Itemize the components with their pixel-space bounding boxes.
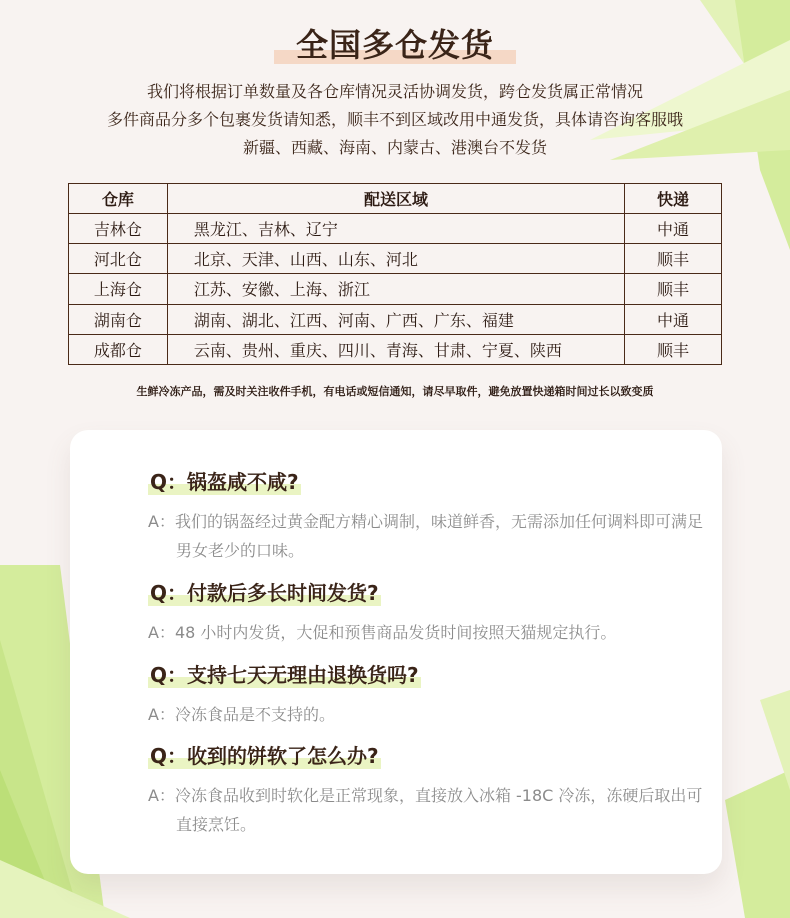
intro-line: 我们将根据订单数量及各仓库情况灵活协调发货，跨仓发货属正常情况	[146, 82, 643, 101]
faq-answer: A：冷冻食品收到时软化是正常现象，直接放入冰箱 -18C 冷冻，冻硬后取出可直接烹饪。	[148, 786, 703, 834]
table-row	[69, 274, 722, 304]
table-row	[69, 214, 722, 244]
intro-line: 多件商品分多个包裹发货请知悉，顺丰不到区域改用中通发货，具体请咨询客服哦	[106, 110, 683, 129]
area-cell: 北京、天津、山西、山东、河北	[167, 244, 624, 274]
courier-cell: 中通	[625, 214, 722, 244]
header-delivery-area: 配送区域	[167, 184, 624, 214]
table-header-row	[69, 184, 722, 214]
courier-cell: 顺丰	[625, 244, 722, 274]
faq-item	[148, 466, 708, 565]
faq-question: Q：锅盔咸不咸?	[148, 466, 301, 495]
faq-question: Q：支持七天无理由退换货吗?	[148, 659, 421, 688]
shipping-intro	[0, 78, 790, 162]
table-row	[69, 304, 722, 334]
warehouse-cell: 吉林仓	[69, 214, 168, 244]
area-cell: 江苏、安徽、上海、浙江	[167, 274, 624, 304]
courier-cell: 顺丰	[625, 274, 722, 304]
table-row	[69, 244, 722, 274]
courier-cell: 中通	[625, 304, 722, 334]
header-warehouse: 仓库	[69, 184, 168, 214]
faq-answer: A：48 小时内发货，大促和预售商品发货时间按照天猫规定执行。	[148, 623, 617, 642]
table-row	[69, 334, 722, 364]
warehouse-cell: 成都仓	[69, 334, 168, 364]
page-title: 全国多仓发货	[274, 20, 516, 66]
area-cell: 湖南、湖北、江西、河南、广西、广东、福建	[167, 304, 624, 334]
fresh-food-note: 生鲜冷冻产品，需及时关注收件手机，有电话或短信通知，请尽早取件，避免放置快递箱时间过长以致变质	[136, 385, 654, 398]
faq-question: Q：付款后多长时间发货?	[148, 577, 381, 606]
warehouse-cell: 上海仓	[69, 274, 168, 304]
area-cell: 黑龙江、吉林、辽宁	[167, 214, 624, 244]
area-cell: 云南、贵州、重庆、四川、青海、甘肃、宁夏、陕西	[167, 334, 624, 364]
faq-answer: A：冷冻食品是不支持的。	[148, 705, 335, 724]
warehouse-table	[68, 183, 722, 365]
intro-line: 新疆、西藏、海南、内蒙古、港澳台不发货	[242, 138, 547, 157]
faq-item	[148, 659, 708, 729]
faq-item	[148, 577, 708, 647]
faq-answer: A：我们的锅盔经过黄金配方精心调制，味道鲜香，无需添加任何调料即可满足男女老少的口味。	[148, 512, 703, 560]
header-courier: 快递	[625, 184, 722, 214]
faq-item	[148, 740, 708, 839]
faq-card	[70, 430, 722, 874]
courier-cell: 顺丰	[625, 334, 722, 364]
warehouse-cell: 河北仓	[69, 244, 168, 274]
warehouse-cell: 湖南仓	[69, 304, 168, 334]
faq-question: Q：收到的饼软了怎么办?	[148, 740, 381, 769]
